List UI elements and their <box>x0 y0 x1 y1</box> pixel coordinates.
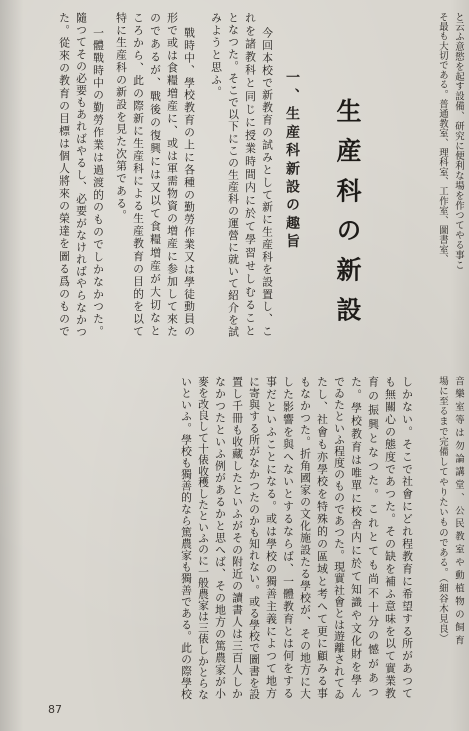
text-line: 隨つてその必要もあればやるし、必要がなければやらなかつ <box>75 12 88 338</box>
section-heading <box>281 70 299 252</box>
text-column <box>381 376 397 700</box>
text-line: ころから、此の際新に生産科による生産教育の目的を以て <box>132 12 145 338</box>
text-column <box>296 376 312 700</box>
text-line: に寄與する所がなかつたのかも知れない。或る學校で圖書を設 <box>248 376 261 700</box>
text-line: 麥を改良して十俵收穫したといふのに一般農家は三俵しかとらな <box>197 376 210 700</box>
text-column <box>146 12 162 338</box>
text-line: 育の振興となつた。これとても尚不十分の憾があつ <box>367 376 380 700</box>
text-column <box>347 376 363 700</box>
text-line: いといふ。學校も獨善的なら篤農家も獨善である。此の際學校 <box>180 376 193 700</box>
text-column <box>177 376 193 700</box>
text-column <box>241 12 257 338</box>
text-column <box>89 27 105 338</box>
text-column <box>112 12 128 338</box>
text-line: した影響を與へないとするならば、一體教育とは何をする <box>282 376 295 700</box>
text-line: 置し千冊も收藏したといふがその附近の讀書人は三百人しか <box>231 376 244 700</box>
text-column <box>313 376 329 700</box>
text-line: 事だといふことになる。或は學校の獨善主義によつて地方 <box>265 376 278 700</box>
text-line: しかない。そこで社會にどれ程教育に希望する所があつて <box>401 376 414 700</box>
text-line: そ最も大切である。普通教室、理科室、工作室、圖書室、 <box>437 12 448 264</box>
text-column <box>194 376 210 700</box>
text-column <box>433 376 447 644</box>
text-column <box>279 376 295 700</box>
text-line: でゐたといふ程度のものであつた。現實社會とは遊離されてゐ <box>333 376 346 700</box>
page-number: 87 <box>48 703 62 716</box>
text-line: もなかつた。折角國家の文化施設たる學校が、その地方に大 <box>299 376 312 700</box>
text-column <box>245 376 261 700</box>
text-line: 戰時中、學校教育の上に各種の勤勞作業又は學徒動員の <box>183 27 196 338</box>
text-column <box>72 12 88 338</box>
text-line: 一體戰時中の勤勞作業は過渡的のものでしかなかつた。 <box>92 27 105 338</box>
text-column <box>262 376 278 700</box>
text-line: た。從來の教育の目標は個人將來の榮達を圖る爲のもので <box>58 12 71 338</box>
text-line: と云ふ意慾を起す設備、研究に便利な場を作つてやる事こ <box>453 12 464 270</box>
text-column <box>180 27 196 338</box>
text-column <box>129 12 145 338</box>
text-column <box>398 376 414 700</box>
text-column <box>163 12 179 338</box>
text-line: 今回本校で新教育の試みとして新に生産科を設置し、こ <box>261 27 274 338</box>
text-line: となつた。そこで以下にこの生産科の運營に就いて紹介を試 <box>227 12 240 338</box>
text-column <box>224 12 240 338</box>
text-column <box>211 376 227 700</box>
text-column <box>55 12 71 338</box>
section-heading-text: 一、生産科新設の趣旨 <box>284 70 300 252</box>
text-column <box>228 376 244 700</box>
text-line: 場に至るまで完備してやりたいものである。（細谷木見良） <box>437 376 448 644</box>
text-column <box>364 376 380 700</box>
text-line: 音樂室等は勿論講堂、公民教室や動植物の飼育 <box>453 376 464 648</box>
text-column <box>258 27 274 338</box>
text-column <box>207 12 223 338</box>
text-line: 形で或は食糧増産に、或は軍需物資の増産に参加して來た <box>166 12 179 338</box>
text-line: 特に生産科の新設を見た次第である。 <box>115 12 128 222</box>
text-line: たし、社會も亦學校を特殊的の區域と考へて更に顧みる事 <box>316 376 329 700</box>
text-line: みようと思ふ。 <box>210 12 223 99</box>
text-line: なかつたといふ例があるかと思へば、その地方の篤農家が小 <box>214 376 227 700</box>
text-column <box>449 12 463 270</box>
text-column <box>449 376 463 648</box>
article-title-text: 生産科の新設 <box>333 98 362 336</box>
text-line: た。學校教育は唯單に校舎内に於て知識や文化財を學ん <box>350 376 363 700</box>
text-column <box>330 376 346 700</box>
text-column <box>433 12 447 264</box>
text-line: も無關心の態度であつた。その缺を補ふ意味を以て實業教 <box>384 376 397 700</box>
text-line: れを諸教科と同じに授業時間内に於て學習せしむること <box>244 12 257 338</box>
text-line: のであるが、戰後の復興には又以て食糧増産が大切なと <box>149 12 162 338</box>
article-title <box>330 98 360 336</box>
